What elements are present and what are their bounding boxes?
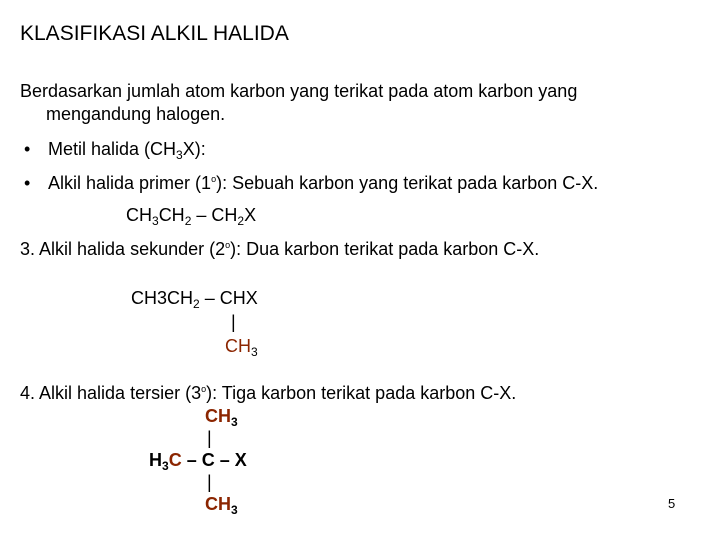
formula-part: CH [167, 288, 194, 308]
page-number: 5 [668, 496, 676, 511]
bullet-2-text-before: Alkil halida primer (1 [48, 173, 212, 193]
bullet-2-text [48, 172, 598, 194]
bond-bar: | [207, 472, 212, 492]
formula-primary-sub: 2 [184, 214, 192, 228]
formula-part: – C – X [181, 450, 247, 470]
formula-tertiary-middle [149, 450, 247, 471]
item-4-after: ): Tiga karbon terikat pada karbon C-X. [206, 383, 517, 403]
bullet-2 [24, 172, 30, 194]
formula-primary-sub: 3 [152, 214, 159, 228]
formula-part-inline: 3 [157, 288, 168, 308]
formula-tertiary-top [205, 406, 238, 427]
bullet-marker: • [24, 139, 31, 159]
formula-sub: 2 [193, 297, 200, 311]
formula-part: CH [205, 494, 231, 514]
item-3-sup: o [225, 240, 231, 250]
item-3-after: ): Dua karbon terikat pada karbon C-X. [230, 239, 540, 259]
formula-tertiary-bottom [205, 494, 238, 515]
bullet-1-sub: 3 [176, 148, 183, 162]
formula-primary-sub: 2 [237, 214, 245, 228]
formula-part: CH [131, 288, 157, 308]
slide-title: KLASIFIKASI ALKIL HALIDA [20, 22, 289, 45]
intro-line-2: mengandung halogen. [46, 104, 226, 124]
formula-primary [126, 205, 256, 226]
bullet-marker: • [24, 173, 31, 193]
formula-secondary-line1 [131, 288, 258, 309]
formula-part: CH [225, 336, 251, 356]
formula-primary-part: CH [158, 205, 185, 225]
intro-line-1: Berdasarkan jumlah atom karbon yang terikat pada atom karbon yang [20, 81, 578, 101]
formula-sub: 3 [162, 459, 169, 473]
formula-secondary-ch3 [225, 336, 258, 357]
item-3 [20, 238, 539, 260]
formula-part: CH [205, 406, 231, 426]
formula-sub: 3 [251, 345, 258, 359]
bond-bar: | [231, 312, 236, 332]
bullet-2-text-after: ): Sebuah karbon yang terikat pada karbon C-X. [216, 173, 599, 193]
item-4-before: 4. Alkil halida tersier (3 [20, 383, 202, 403]
bond-bar: | [207, 428, 212, 448]
item-4 [20, 382, 516, 404]
bullet-1-text-after: X): [182, 139, 206, 159]
item-4-sup: o [201, 384, 207, 394]
formula-primary-part: CH [211, 205, 238, 225]
formula-part: C [168, 450, 182, 470]
bullet-2-sup: o [211, 174, 217, 184]
item-3-before: 3. Alkil halida sekunder (2 [20, 239, 226, 259]
formula-primary-part: X [244, 205, 257, 225]
formula-sub-wrap [251, 336, 258, 359]
formula-part: H [149, 450, 162, 470]
bullet-1-text [48, 138, 206, 160]
bullet-1 [24, 138, 30, 160]
formula-sub: 3 [231, 415, 238, 429]
formula-primary-part: CH [126, 205, 152, 225]
formula-part: – CHX [199, 288, 258, 308]
formula-sub: 3 [231, 503, 238, 517]
formula-primary-dash: – [191, 205, 212, 225]
bullet-1-text-before: Metil halida (CH [48, 139, 177, 159]
